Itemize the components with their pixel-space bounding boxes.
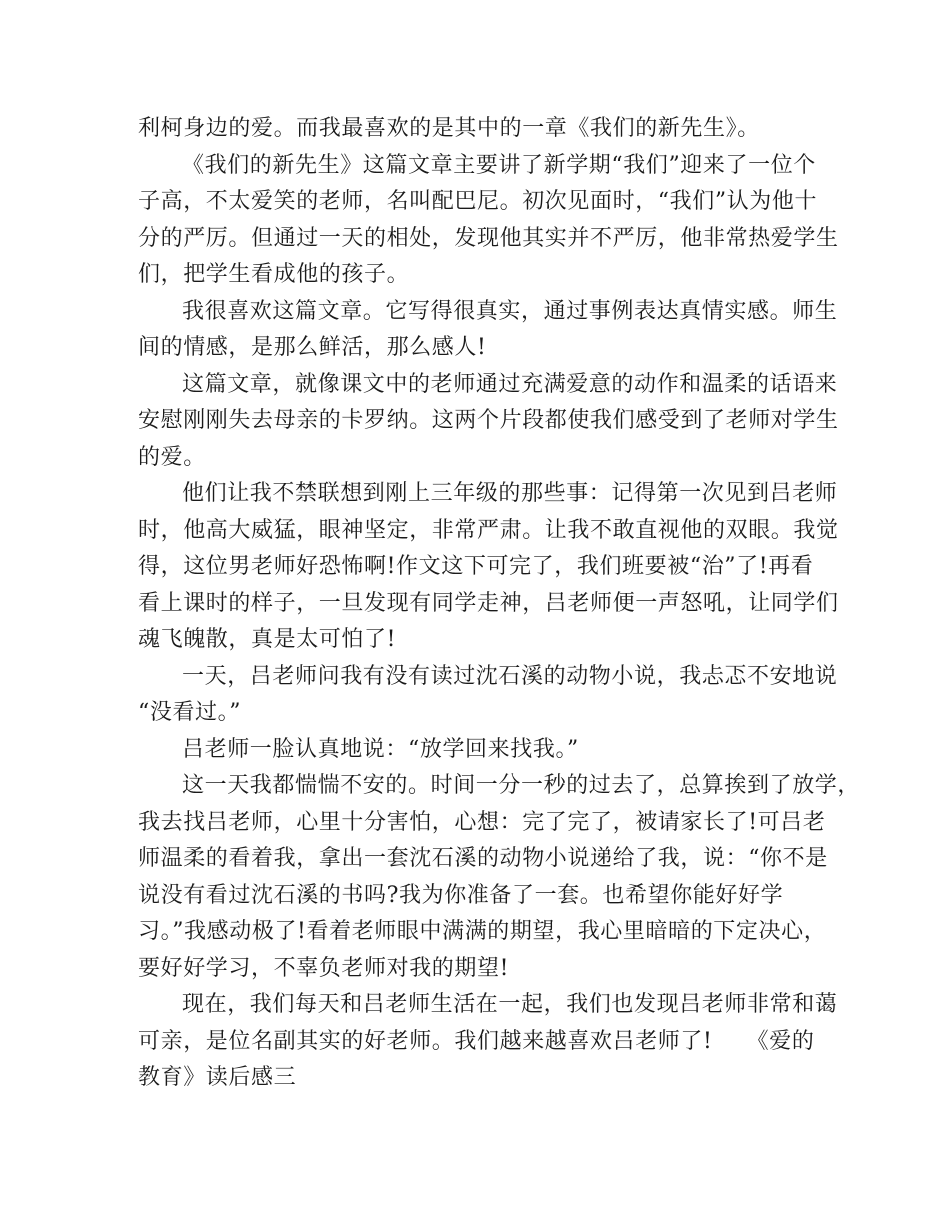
paragraph-first-line: 《我们的新先生》这篇文章主要讲了新学期“我们”迎来了一位个 xyxy=(182,152,816,178)
paragraph-line: 安慰刚刚失去母亲的卡罗纳。这两个片段都使我们感受到了老师对学生 xyxy=(138,408,839,433)
paragraph-line: 可亲，是位名副其实的好老师。我们越来越喜欢吕老师了! 《爱的 xyxy=(138,1028,815,1054)
paragraph-line: 时，他高大威猛，眼神坚定，非常严肃。让我不敢直视他的双眼。我觉 xyxy=(138,517,839,543)
paragraph-line: 看上课时的样子，一旦发现有同学走神，吕老师便一声怒吼，让同学们 xyxy=(138,590,839,616)
paragraph-line: “没看过。” xyxy=(138,700,242,725)
paragraph-first-line: 现在，我们每天和吕老师生活在一起，我们也发现吕老师非常和蔼 xyxy=(182,992,838,1017)
paragraph-first-line: 吕老师一脸认真地说：“放学回来找我。” xyxy=(182,736,579,762)
paragraph-first-line: 我很喜欢这篇文章。它写得很真实，通过事例表达真情实感。师生 xyxy=(182,298,838,324)
paragraph-line: 分的严厉。但通过一天的相处，发现他其实并不严厉，他非常热爱学生 xyxy=(138,225,839,251)
paragraph-line: 利柯身边的爱。而我最喜欢的是其中的一章《我们的新先生》。 xyxy=(138,116,760,141)
paragraph-first-line: 这篇文章，就像课文中的老师通过充满爱意的动作和温柔的话语来 xyxy=(182,371,838,397)
paragraph-line: 间的情感，是那么鲜活，那么感人! xyxy=(138,335,487,360)
paragraph-first-line: 这一天我都惴惴不安的。时间一分一秒的过去了，总算挨到了放学， xyxy=(182,773,861,798)
paragraph-line: 的爱。 xyxy=(138,444,206,470)
paragraph-line: 习。”我感动极了!看着老师眼中满满的期望，我心里暗暗的下定决心， xyxy=(138,919,827,944)
document-body xyxy=(138,111,861,1097)
paragraph-line: 魂飞魄散，真是太可怕了! xyxy=(138,627,397,652)
paragraph-line: 子高，不太爱笑的老师，名叫配巴尼。初次见面时，“我们”认为他十 xyxy=(138,189,818,214)
paragraph-line: 得，这位男老师好恐怖啊!作文这下可完了，我们班要被“治”了!再看 xyxy=(138,554,814,579)
paragraph-first-line: 他们让我不禁联想到刚上三年级的那些事：记得第一次见到吕老师 xyxy=(182,481,838,506)
paragraph-line: 们，把学生看成他的孩子。 xyxy=(138,262,410,287)
paragraph-line: 教育》读后感三 xyxy=(138,1065,297,1090)
paragraph-line: 师温柔的看着我，拿出一套沈石溪的动物小说递给了我，说：“你不是 xyxy=(138,846,828,871)
paragraph-line: 要好好学习，不辜负老师对我的期望! xyxy=(138,955,510,981)
paragraph-line: 说没有看过沈石溪的书吗?我为你准备了一套。也希望你能好好学 xyxy=(138,882,784,908)
paragraph-first-line: 一天，吕老师问我有没有读过沈石溪的动物小说，我忐忑不安地说 xyxy=(182,663,838,689)
paragraph-line: 我去找吕老师，心里十分害怕，心想：完了完了，被请家长了!可吕老 xyxy=(138,809,826,835)
